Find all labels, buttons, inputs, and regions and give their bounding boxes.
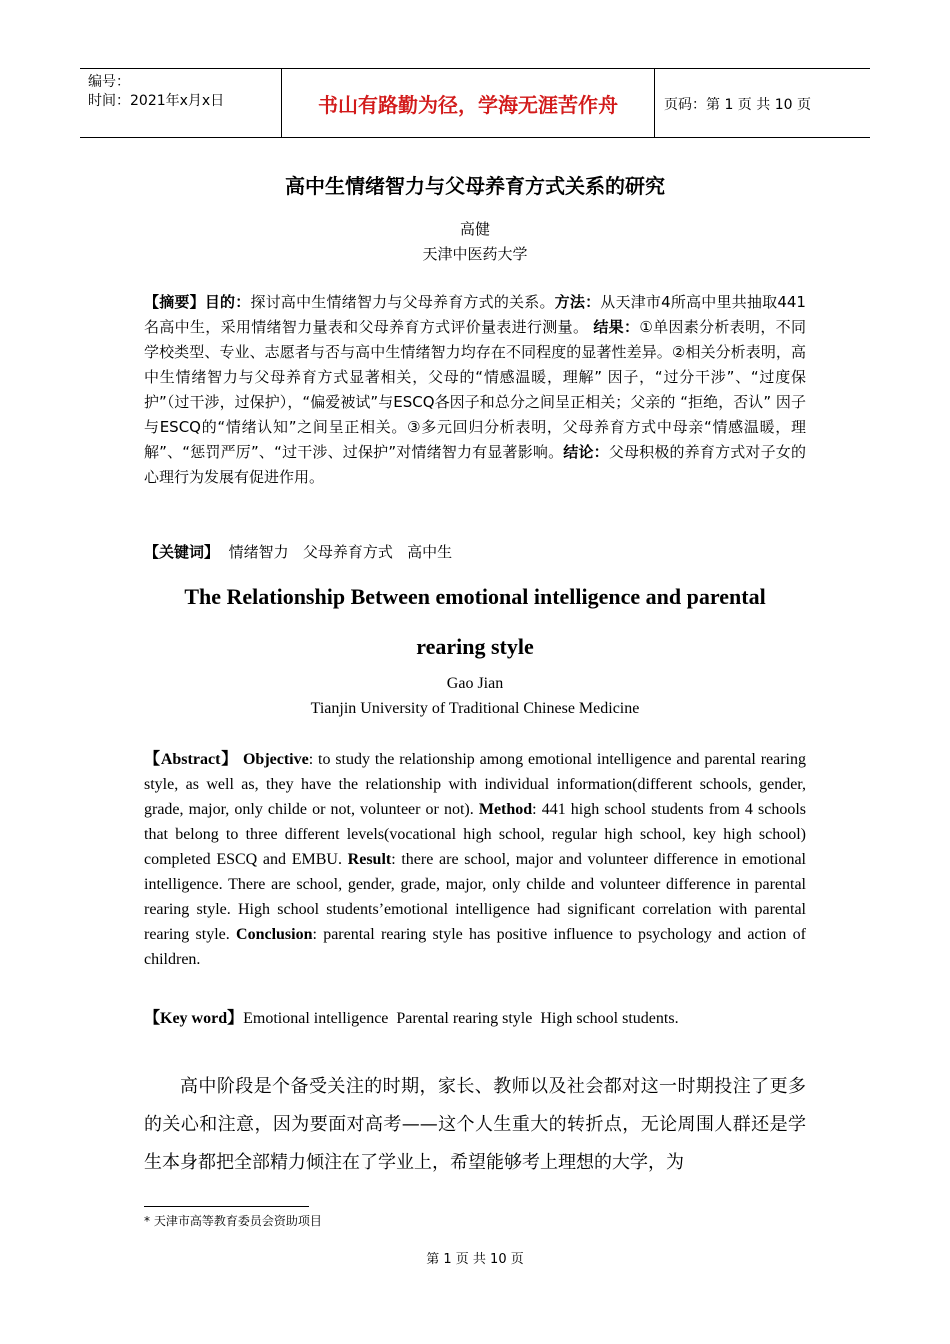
keywords-cn	[144, 540, 806, 565]
keywords-en	[144, 1006, 806, 1031]
number-label: 编号：	[88, 74, 130, 90]
header-table	[80, 68, 870, 138]
abstract-en-objective-label: Objective	[242, 751, 309, 768]
abstract-en-result-label: Result	[347, 851, 392, 868]
header-page-label: 页码：第 1 页 共 10 页	[664, 97, 811, 113]
abstract-cn-result-label: 结果：	[593, 318, 640, 336]
abstract-cn	[144, 290, 806, 490]
keywords-en-label: 【Key word】	[144, 1010, 244, 1027]
page-number: 第 1 页 共 10 页	[426, 1252, 524, 1267]
affiliation-en: Tianjin University of Traditional Chinese Medicine	[310, 700, 640, 717]
body-paragraph: 高中阶段是个备受关注的时期，家长、教师以及社会都对这一时期投注了更多的关心和注意，因为要面对高考——这个人生重大的转折点，无论周围人群还是学生本身都把全部精力倾注在了学业上，希望能够考上理想的大学，为	[144, 1076, 806, 1173]
abstract-cn-conclusion-label: 结论：	[563, 443, 609, 461]
abstract-en-conclusion: : parental rearing style has positive influence to psychology and action of children.	[144, 926, 806, 968]
author-cn: 高健	[459, 220, 490, 238]
motto: 书山有路勤为径，学海无涯苦作舟	[281, 69, 655, 137]
header-left-cell	[88, 73, 278, 111]
affiliation-cn: 天津中医药大学	[422, 245, 528, 263]
abstract-cn-conclusion: 父母积极的养育方式对子女的心理行为发展有促进作用。	[144, 443, 806, 486]
abstract-cn-result: ①单因素分析表明，不同学校类型、专业、志愿者与否与高中生情绪智力均存在不同程度的显著性差异。②相关分析表明，高中生情绪智力与父母养育方式显著相关，父母的“情感温暖，理解” 因子，“过分干涉”、“过度保护”（过干涉，过保护），“偏爱被试”与ESCQ各因子和总分之间呈正相关；父亲的 “拒绝，否认” 因子与ESCQ的“情绪认知”之间呈正相关。③多元回归分析表明，父母养育方式中母亲“情感温暖，理解”、“惩罚严厉”、“过干涉、过保护”对情绪智力有显著影响。	[144, 318, 806, 461]
abstract-en-result: : there are school, major and volunteer difference in emotional intelligence. There are school, gender, grade, major, only childe and volunteer difference in parental rearing style. High school students’emotional intelligence had significant correlation with parental rearing style.	[144, 851, 807, 943]
author-en: Gao Jian	[446, 675, 504, 692]
paper-title-en-line2: rearing style	[416, 634, 534, 659]
abstract-cn-method-label: 方法：	[554, 293, 601, 311]
abstract-en-method: : 441 high school students from 4 schools that belong to three different levels(vocational high school, regular high school, key high school) completed ESCQ and EMBU.	[144, 801, 806, 868]
abstract-en	[144, 747, 806, 972]
abstract-cn-objective-label: 目的：	[204, 293, 251, 311]
keywords-cn-text: 情绪智力 父母养育方式 高中生	[228, 543, 453, 561]
abstract-cn-objective: 探讨高中生情绪智力与父母养育方式的关系。	[250, 293, 555, 311]
paper-title-en-line1: The Relationship Between emotional intelligence and parental	[184, 584, 766, 609]
footnote: * 天津市高等教育委员会资助项目	[144, 1214, 322, 1228]
abstract-cn-label: 【摘要】	[144, 293, 205, 311]
abstract-en-method-label: Method	[478, 801, 533, 818]
abstract-en-label: 【Abstract】	[144, 751, 239, 768]
abstract-en-objective: : to study the relationship among emotional intelligence and parental rearing style, as well as, they have the relationship with individual information(different schools, gender, grade, major, only childe or not, volunteer or not).	[144, 751, 806, 818]
keywords-en-text: Emotional intelligence Parental rearing style High school students.	[243, 1010, 679, 1027]
keywords-cn-label: 【关键词】	[144, 543, 220, 561]
footnote-rule	[144, 1206, 309, 1207]
abstract-cn-method: 从天津市4所高中里共抽取441名高中生，采用情绪智力量表和父母养育方式评价量表进行测量。	[144, 293, 806, 336]
time-label: 时间：2021年x月x日	[88, 93, 225, 109]
paper-title-cn: 高中生情绪智力与父母养育方式关系的研究	[285, 174, 665, 198]
abstract-en-conclusion-label: Conclusion	[236, 926, 313, 943]
